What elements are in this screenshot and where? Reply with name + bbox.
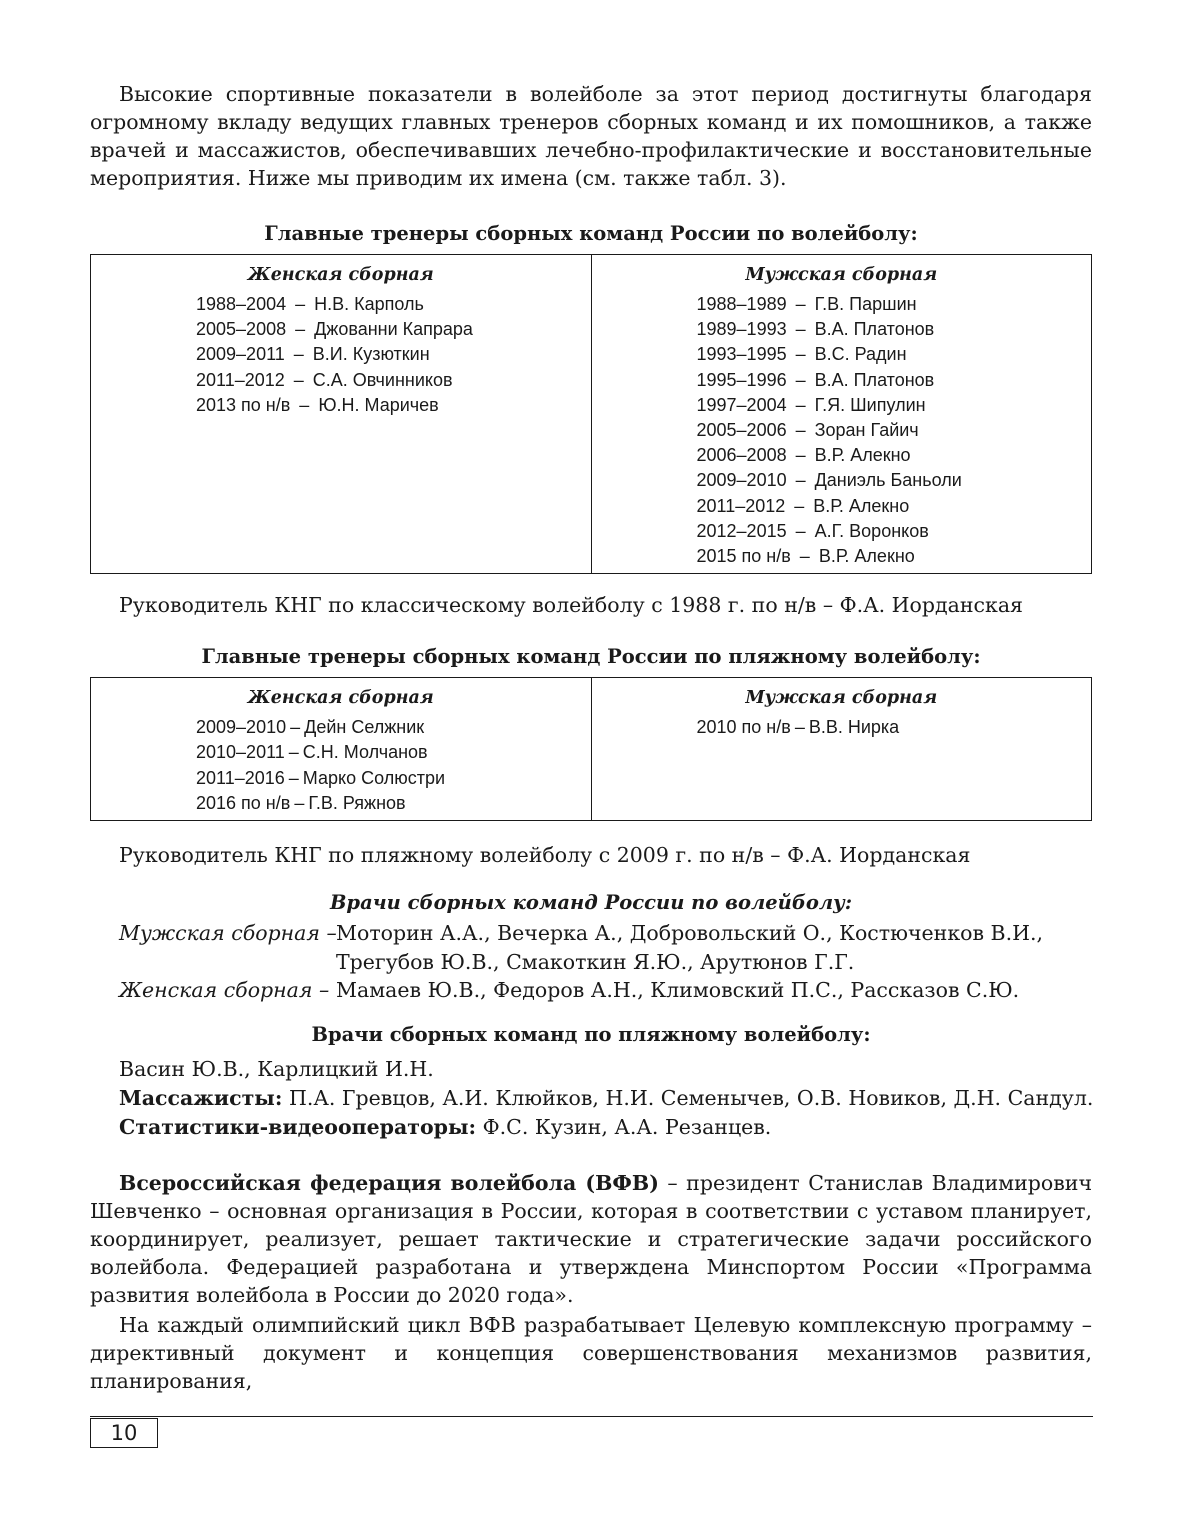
stats-label: Статистики-видеооператоры: — [119, 1114, 477, 1139]
coach-name: В.А. Платонов — [814, 369, 935, 390]
coach-years: 2009–2010 — [696, 470, 787, 491]
coach-years: 2010–2011 — [196, 742, 285, 763]
coach-entry — [196, 766, 591, 791]
coach-dash: – — [288, 742, 299, 763]
indoor-men-list — [697, 292, 1092, 569]
coach-years: 2016 по н/в — [196, 792, 291, 813]
beach-men-list — [697, 715, 1092, 740]
coach-entry — [196, 715, 591, 740]
page-content — [90, 80, 1092, 1395]
coach-dash: – — [293, 369, 304, 390]
coach-years: 2009–2011 — [196, 344, 285, 365]
coach-years: 2005–2006 — [696, 420, 787, 441]
coach-dash: – — [795, 445, 806, 466]
page-number: 10 — [90, 1418, 158, 1448]
coach-years: 2012–2015 — [696, 520, 787, 541]
coach-name: Зоран Гайич — [814, 420, 919, 441]
beach-women-column — [91, 678, 592, 821]
coach-name: Марко Солюстри — [302, 767, 446, 788]
coach-years: 2011–2012 — [196, 369, 285, 390]
coach-years: 2010 по н/в — [696, 717, 791, 738]
coach-years: 2009–2010 — [196, 717, 287, 738]
beach-doctors-names: Васин Ю.В., Карлицкий И.Н. — [119, 1056, 434, 1081]
coach-entry — [697, 494, 1092, 519]
beach-coaches-heading: Главные тренеры сборных команд России по пляжному волейболу: — [201, 645, 981, 669]
coach-dash: – — [795, 420, 806, 441]
coach-entry — [196, 368, 591, 393]
coach-entry — [196, 292, 591, 317]
coach-name: Н.В. Карполь — [314, 294, 424, 314]
beach-men-title: Мужская сборная — [745, 688, 938, 709]
indoor-women-column — [91, 255, 592, 574]
coach-years: 1997–2004 — [696, 394, 787, 415]
coach-name: В.А. Платонов — [814, 319, 935, 340]
coach-name: А.Г. Воронков — [814, 520, 929, 541]
spacer — [119, 948, 336, 977]
coach-dash: – — [295, 294, 306, 314]
men-doctors-label: Мужская сборная – — [119, 921, 337, 946]
coach-entry — [697, 468, 1092, 493]
coach-entry — [697, 368, 1092, 393]
coach-dash: – — [795, 470, 806, 491]
coach-dash: – — [290, 717, 301, 738]
coach-entry — [196, 791, 591, 816]
federation-name: Всероссийская федерация волейбола (ВФВ) — [119, 1170, 659, 1195]
coach-entry — [697, 715, 1092, 740]
coach-entry — [697, 342, 1092, 367]
coach-name: С.А. Овчинников — [312, 369, 453, 390]
masseurs-line — [90, 1084, 1092, 1113]
coach-entry — [697, 418, 1092, 443]
coach-entry — [196, 317, 591, 342]
coach-entry — [697, 317, 1092, 342]
coach-years: 2011–2012 — [696, 495, 786, 516]
coach-dash: – — [799, 546, 810, 567]
coach-entry — [697, 519, 1092, 544]
coach-name: Ю.Н. Маричев — [318, 394, 439, 415]
coach-entry — [697, 393, 1092, 418]
coach-name: В.Р. Алекно — [818, 546, 915, 567]
indoor-men-column — [591, 255, 1092, 574]
coach-entry — [697, 292, 1092, 317]
federation-text: – президент Станислав Владимирович Шевченко – основная организация в России, которая в соответствии с уставом планирует, координирует, реализует, решает тактические и стратегические задачи российского волейбола. Федерацией разработана и утверждена Минспортом России «Программа развития волейбола в России до 2020 года». — [90, 1170, 1092, 1307]
doctors-list — [90, 919, 1092, 1005]
coach-dash: – — [288, 767, 299, 788]
coach-name: Г.Я. Шипулин — [814, 394, 926, 415]
coach-dash: – — [795, 394, 806, 415]
coach-name: В.С. Радин — [814, 344, 907, 365]
coach-dash: – — [795, 294, 806, 314]
indoor-coaches-table — [90, 254, 1092, 574]
women-doctors-names: Мамаев Ю.В., Федоров А.Н., Климовский П.С., Рассказов С.Ю. — [336, 978, 1020, 1003]
coach-entry — [697, 443, 1092, 468]
coach-entry — [196, 740, 591, 765]
footer-rule — [90, 1416, 1093, 1417]
coach-name: Дейн Селжник — [304, 717, 425, 738]
coach-dash: – — [295, 319, 306, 340]
coach-name: Джованни Капрара — [314, 319, 473, 340]
beach-men-column — [591, 678, 1092, 821]
coach-dash: – — [294, 792, 305, 813]
indoor-head-kng: Руководитель КНГ по классическому волейболу с 1988 г. по н/в – Ф.А. Иорданская — [119, 593, 1023, 618]
coach-dash: – — [795, 369, 806, 390]
stats-line — [90, 1113, 1092, 1142]
program-paragraph: На каждый олимпийский цикл ВФВ разрабатывает Целевую комплексную программу – директивный документ и концепция совершенствования механизмов развития, планирования, — [90, 1312, 1092, 1393]
coach-years: 1995–1996 — [696, 369, 787, 390]
coach-years: 1989–1993 — [696, 319, 787, 340]
coach-dash: – — [795, 520, 806, 541]
coach-entry — [697, 544, 1092, 569]
coach-dash: – — [299, 394, 310, 415]
beach-coaches-table — [90, 677, 1092, 821]
coach-years: 2011–2016 — [196, 767, 285, 788]
men-doctors-row — [90, 919, 1092, 948]
coach-dash: – — [795, 344, 806, 365]
men-doctors-names-2: Трегубов Ю.В., Смакоткин Я.Ю., Арутюнов Г.Г. — [336, 949, 855, 974]
coach-entry — [196, 393, 591, 418]
women-doctors-row — [90, 976, 1092, 1005]
stats-names: Ф.С. Кузин, А.А. Резанцев. — [482, 1114, 772, 1139]
coach-years: 1988–2004 — [196, 294, 287, 314]
beach-women-list — [196, 715, 591, 816]
coach-name: Даниэль Баньоли — [814, 470, 962, 491]
coach-name: В.Р. Алекно — [814, 445, 911, 466]
coach-years: 1988–1989 — [696, 294, 787, 314]
coach-dash: – — [794, 717, 805, 738]
coach-years: 2005–2008 — [196, 319, 287, 340]
coach-years: 2006–2008 — [696, 445, 787, 466]
beach-women-title: Женская сборная — [247, 688, 434, 709]
indoor-coaches-heading: Главные тренеры сборных команд России по волейболу: — [264, 222, 918, 245]
masseurs-label: Массажисты: — [119, 1085, 283, 1110]
coach-dash: – — [795, 319, 806, 340]
masseurs-names: П.А. Гревцов, А.И. Клюйков, Н.И. Семенычев, О.В. Новиков, Д.Н. Сандул. — [288, 1085, 1094, 1110]
coach-name: С.Н. Молчанов — [302, 742, 428, 763]
coach-name: В.Р. Алекно — [813, 495, 910, 516]
women-doctors-label: Женская сборная – — [119, 978, 330, 1003]
coach-name: В.В. Нирка — [808, 717, 900, 738]
coach-years: 2013 по н/в — [196, 394, 291, 415]
coach-name: В.И. Кузюткин — [312, 344, 430, 365]
indoor-women-title: Женская сборная — [247, 265, 434, 285]
intro-paragraph: Высокие спортивные показатели в волейболе за этот период достигнуты благодаря огромному вкладу ведущих главных тренеров сборных команд и их помошников, а также врачей и массажистов, обеспечивавших лечебно-профилактические и восстановительные мероприятия. Ниже мы приводим их имена (см. также табл. 3). — [90, 82, 1092, 190]
coach-name: Г.В. Паршин — [814, 294, 917, 314]
federation-paragraph — [90, 1169, 1092, 1309]
men-doctors-row-continued — [90, 948, 1092, 977]
indoor-women-list — [196, 292, 591, 418]
doctors-heading: Врачи сборных команд России по волейболу: — [329, 891, 853, 915]
coach-name: Г.В. Ряжнов — [308, 792, 406, 813]
men-doctors-names-1: Моторин А.А., Вечерка А., Добровольский О., Костюченков В.И., — [336, 921, 1044, 946]
coach-entry — [196, 342, 591, 367]
coach-dash: – — [794, 495, 805, 516]
coach-years: 2015 по н/в — [696, 546, 791, 567]
coach-dash: – — [293, 344, 304, 365]
beach-head-kng: Руководитель КНГ по пляжному волейболу с 2009 г. по н/в – Ф.А. Иорданская — [119, 843, 971, 868]
beach-doctors-heading: Врачи сборных команд по пляжному волейболу: — [311, 1022, 871, 1046]
indoor-men-title: Мужская сборная — [745, 265, 938, 285]
coach-years: 1993–1995 — [696, 344, 787, 365]
